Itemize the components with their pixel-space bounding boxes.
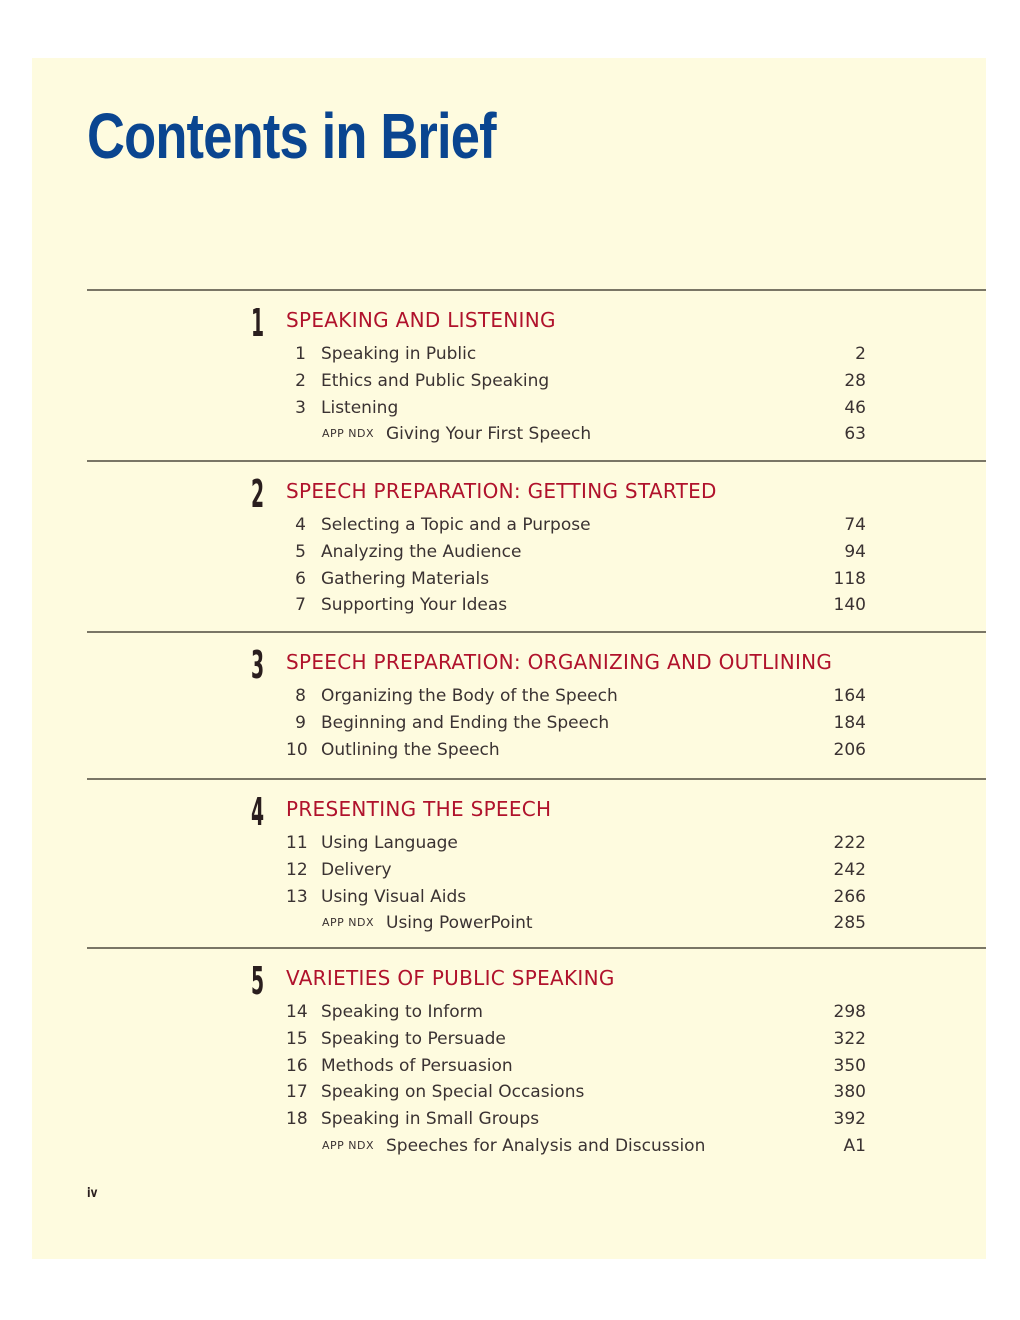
chapter-title: Methods of Persuasion xyxy=(321,1055,513,1076)
chapter-entry[interactable] xyxy=(286,999,866,1026)
part-title: VARIETIES OF PUBLIC SPEAKING xyxy=(286,966,615,990)
chapter-number: 13 xyxy=(286,886,308,907)
page-title: Contents in Brief xyxy=(87,100,496,172)
chapter-number: 17 xyxy=(286,1082,308,1103)
chapter-list xyxy=(286,341,866,448)
page-number: 298 xyxy=(833,1002,866,1022)
page-number: 118 xyxy=(833,568,866,589)
page-number: 140 xyxy=(833,595,866,616)
chapter-title: Speaking in Public xyxy=(321,344,477,364)
part-section xyxy=(87,289,986,445)
chapter-entry[interactable] xyxy=(286,368,866,395)
page-number: 392 xyxy=(833,1109,866,1130)
chapter-entry[interactable] xyxy=(286,737,866,764)
page-number: 285 xyxy=(833,913,866,934)
part-section xyxy=(87,460,986,616)
chapter-number: 4 xyxy=(295,515,306,535)
chapter-entry[interactable] xyxy=(286,710,866,737)
chapter-number: 3 xyxy=(295,397,306,418)
chapter-title: Using Language xyxy=(321,833,458,853)
appendix-title: Speeches for Analysis and Discussion xyxy=(386,1135,706,1156)
appendix-marker: APP NDX xyxy=(322,427,375,441)
part-number: 4 xyxy=(251,790,265,834)
chapter-number: 10 xyxy=(286,739,308,760)
chapter-entry[interactable] xyxy=(286,592,866,619)
chapter-number: 7 xyxy=(295,595,306,616)
chapter-entry[interactable] xyxy=(286,341,866,368)
appendix-marker: APP NDX xyxy=(322,1138,375,1152)
appendix-entry[interactable] xyxy=(286,910,866,937)
page-number: 322 xyxy=(833,1028,866,1049)
chapter-title: Speaking in Small Groups xyxy=(321,1109,540,1130)
chapter-title: Selecting a Topic and a Purpose xyxy=(321,515,591,535)
chapter-entry[interactable] xyxy=(286,1053,866,1080)
chapter-number: 6 xyxy=(295,568,306,589)
part-title: SPEECH PREPARATION: ORGANIZING AND OUTLINING xyxy=(286,650,833,674)
chapter-number: 15 xyxy=(286,1028,308,1049)
chapter-entry[interactable] xyxy=(286,395,866,422)
page-folio: iv xyxy=(87,1186,98,1201)
page-number: 380 xyxy=(833,1082,866,1103)
page-number: 28 xyxy=(844,370,866,391)
page-number: 2 xyxy=(855,344,866,364)
page-number: A1 xyxy=(843,1135,866,1156)
chapter-title: Outlining the Speech xyxy=(321,739,500,760)
chapter-list xyxy=(286,830,866,937)
page-number: 184 xyxy=(833,712,866,733)
chapter-number: 2 xyxy=(295,370,306,391)
appendix-title: Giving Your First Speech xyxy=(386,424,592,445)
chapter-title: Organizing the Body of the Speech xyxy=(321,686,618,706)
chapter-title: Using Visual Aids xyxy=(321,886,467,907)
appendix-title: Using PowerPoint xyxy=(386,913,533,934)
page-number: 350 xyxy=(833,1055,866,1076)
chapter-number: 16 xyxy=(286,1055,308,1076)
page-number: 266 xyxy=(833,886,866,907)
page-number: 94 xyxy=(844,541,866,562)
page-number: 46 xyxy=(844,397,866,418)
chapter-list xyxy=(286,683,866,763)
part-section xyxy=(87,947,986,1156)
chapter-title: Gathering Materials xyxy=(321,568,490,589)
part-title: SPEECH PREPARATION: GETTING STARTED xyxy=(286,479,717,503)
chapter-number: 12 xyxy=(286,859,308,880)
chapter-title: Ethics and Public Speaking xyxy=(321,370,550,391)
page-number: 74 xyxy=(844,515,866,535)
chapter-entry[interactable] xyxy=(286,512,866,539)
chapter-title: Speaking to Persuade xyxy=(321,1028,506,1049)
chapter-entry[interactable] xyxy=(286,1079,866,1106)
chapter-number: 18 xyxy=(286,1109,308,1130)
chapter-entry[interactable] xyxy=(286,1026,866,1053)
chapter-entry[interactable] xyxy=(286,683,866,710)
part-number: 3 xyxy=(251,643,265,687)
chapter-number: 8 xyxy=(295,686,306,706)
chapter-number: 14 xyxy=(286,1002,308,1022)
appendix-entry[interactable] xyxy=(286,421,866,448)
chapter-entry[interactable] xyxy=(286,884,866,911)
appendix-marker: APP NDX xyxy=(322,916,375,930)
chapter-entry[interactable] xyxy=(286,830,866,857)
part-title: SPEAKING AND LISTENING xyxy=(286,308,556,332)
chapter-title: Supporting Your Ideas xyxy=(321,595,508,616)
chapter-title: Delivery xyxy=(321,859,392,880)
chapter-entry[interactable] xyxy=(286,539,866,566)
part-section xyxy=(87,778,986,934)
chapter-number: 9 xyxy=(295,712,306,733)
part-section xyxy=(87,631,986,760)
chapter-title: Listening xyxy=(321,397,399,418)
page-number: 242 xyxy=(833,859,866,880)
page-number: 63 xyxy=(844,424,866,445)
chapter-number: 1 xyxy=(295,344,306,364)
appendix-entry[interactable] xyxy=(286,1133,866,1160)
part-number: 1 xyxy=(251,301,265,345)
chapter-number: 5 xyxy=(295,541,306,562)
chapter-title: Speaking to Inform xyxy=(321,1002,483,1022)
page-number: 206 xyxy=(833,739,866,760)
page-number: 222 xyxy=(833,833,866,853)
chapter-title: Analyzing the Audience xyxy=(321,541,522,562)
chapter-entry[interactable] xyxy=(286,857,866,884)
chapter-entry[interactable] xyxy=(286,1106,866,1133)
chapter-title: Beginning and Ending the Speech xyxy=(321,712,610,733)
chapter-title: Speaking on Special Occasions xyxy=(321,1082,585,1103)
chapter-list xyxy=(286,512,866,619)
chapter-list xyxy=(286,999,866,1160)
part-number: 2 xyxy=(251,472,265,516)
chapter-entry[interactable] xyxy=(286,566,866,593)
part-title: PRESENTING THE SPEECH xyxy=(286,797,552,821)
part-number: 5 xyxy=(251,959,265,1003)
chapter-number: 11 xyxy=(286,833,308,853)
page-number: 164 xyxy=(833,686,866,706)
